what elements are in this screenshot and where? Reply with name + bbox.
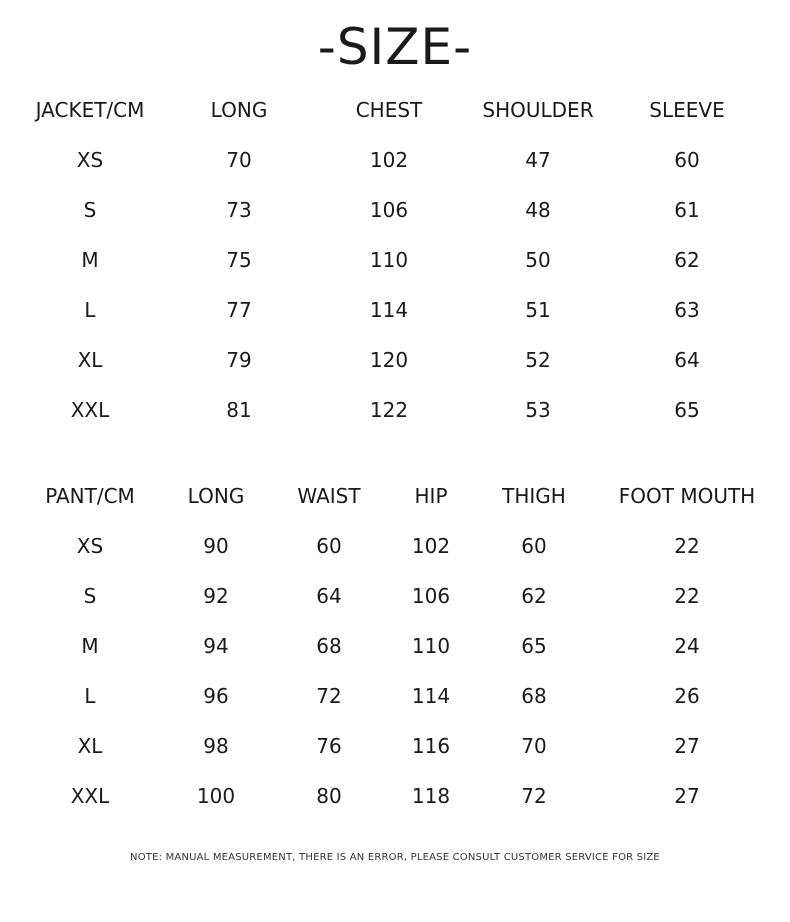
jacket-table-row — [0, 345, 790, 375]
pant-header-cell: HIP — [414, 484, 448, 508]
pant-measurement-cell: 60 — [521, 534, 547, 558]
pant-measurement-cell: 76 — [316, 734, 342, 758]
jacket-measurement-cell: 122 — [369, 398, 409, 422]
jacket-size-label: S — [83, 198, 97, 222]
pant-measurement-cell: 62 — [521, 584, 547, 608]
pant-size-label: XXL — [70, 784, 110, 808]
jacket-measurement-cell: 110 — [369, 248, 409, 272]
pant-measurement-cell: 118 — [411, 784, 451, 808]
pant-header-cell: PANT/CM — [45, 484, 135, 508]
jacket-size-label: XXL — [70, 398, 110, 422]
pant-measurement-cell: 70 — [521, 734, 547, 758]
pant-table-row — [0, 531, 790, 561]
pant-measurement-cell: 22 — [674, 534, 700, 558]
jacket-measurement-cell: 47 — [525, 148, 551, 172]
pant-size-label: M — [81, 634, 99, 658]
pant-header-cell: FOOT MOUTH — [618, 484, 756, 508]
jacket-header-cell: CHEST — [355, 98, 423, 122]
jacket-measurement-cell: 63 — [674, 298, 700, 322]
page-title: -SIZE- — [317, 18, 473, 76]
pant-measurement-cell: 96 — [203, 684, 229, 708]
pant-header-cell: THIGH — [502, 484, 566, 508]
pant-table-row — [0, 731, 790, 761]
jacket-measurement-cell: 77 — [226, 298, 252, 322]
pant-size-label: XS — [76, 534, 104, 558]
jacket-measurement-cell: 120 — [369, 348, 409, 372]
pant-measurement-cell: 90 — [203, 534, 229, 558]
jacket-size-label: L — [84, 298, 96, 322]
pant-header-cell: WAIST — [297, 484, 361, 508]
jacket-measurement-cell: 73 — [226, 198, 252, 222]
jacket-measurement-cell: 52 — [525, 348, 551, 372]
pant-measurement-cell: 64 — [316, 584, 342, 608]
jacket-measurement-cell: 50 — [525, 248, 551, 272]
pant-measurement-cell: 72 — [521, 784, 547, 808]
pant-size-label: S — [83, 584, 97, 608]
pant-table-row — [0, 581, 790, 611]
jacket-measurement-cell: 79 — [226, 348, 252, 372]
pant-measurement-cell: 114 — [411, 684, 451, 708]
pant-measurement-cell: 80 — [316, 784, 342, 808]
pant-size-label: XL — [77, 734, 103, 758]
jacket-measurement-cell: 70 — [226, 148, 252, 172]
jacket-size-label: M — [81, 248, 99, 272]
pant-measurement-cell: 102 — [411, 534, 451, 558]
pant-header-cell: LONG — [187, 484, 245, 508]
pant-measurement-cell: 27 — [674, 734, 700, 758]
jacket-header-cell: LONG — [210, 98, 268, 122]
jacket-measurement-cell: 114 — [369, 298, 409, 322]
pant-measurement-cell: 100 — [196, 784, 236, 808]
jacket-table-row — [0, 395, 790, 425]
jacket-measurement-cell: 106 — [369, 198, 409, 222]
jacket-measurement-cell: 48 — [525, 198, 551, 222]
jacket-measurement-cell: 81 — [226, 398, 252, 422]
jacket-measurement-cell: 102 — [369, 148, 409, 172]
jacket-measurement-cell: 75 — [226, 248, 252, 272]
pant-measurement-cell: 110 — [411, 634, 451, 658]
jacket-measurement-cell: 53 — [525, 398, 551, 422]
jacket-header-cell: JACKET/CM — [35, 98, 145, 122]
pant-table-row — [0, 681, 790, 711]
pant-measurement-cell: 92 — [203, 584, 229, 608]
pant-measurement-cell: 68 — [316, 634, 342, 658]
pant-measurement-cell: 116 — [411, 734, 451, 758]
jacket-measurement-cell: 64 — [674, 348, 700, 372]
pant-measurement-cell: 98 — [203, 734, 229, 758]
jacket-measurement-cell: 65 — [674, 398, 700, 422]
pant-size-label: L — [84, 684, 96, 708]
jacket-header-row — [0, 95, 790, 125]
pant-measurement-cell: 94 — [203, 634, 229, 658]
pant-header-row — [0, 481, 790, 511]
jacket-table-row — [0, 245, 790, 275]
jacket-table-row — [0, 145, 790, 175]
pant-table-row — [0, 781, 790, 811]
pant-measurement-cell: 22 — [674, 584, 700, 608]
pant-measurement-cell: 68 — [521, 684, 547, 708]
pant-measurement-cell: 26 — [674, 684, 700, 708]
measurement-note: NOTE: MANUAL MEASUREMENT, THERE IS AN ERROR, PLEASE CONSULT CUSTOMER SERVICE FOR SIZE — [130, 852, 660, 863]
jacket-measurement-cell: 62 — [674, 248, 700, 272]
pant-table-row — [0, 631, 790, 661]
pant-measurement-cell: 72 — [316, 684, 342, 708]
jacket-table-row — [0, 295, 790, 325]
pant-measurement-cell: 24 — [674, 634, 700, 658]
jacket-measurement-cell: 60 — [674, 148, 700, 172]
jacket-size-label: XL — [77, 348, 103, 372]
pant-measurement-cell: 60 — [316, 534, 342, 558]
jacket-measurement-cell: 51 — [525, 298, 551, 322]
jacket-measurement-cell: 61 — [674, 198, 700, 222]
jacket-header-cell: SLEEVE — [649, 98, 725, 122]
jacket-table-row — [0, 195, 790, 225]
jacket-size-label: XS — [76, 148, 104, 172]
pant-measurement-cell: 106 — [411, 584, 451, 608]
pant-measurement-cell: 27 — [674, 784, 700, 808]
jacket-header-cell: SHOULDER — [482, 98, 594, 122]
pant-measurement-cell: 65 — [521, 634, 547, 658]
